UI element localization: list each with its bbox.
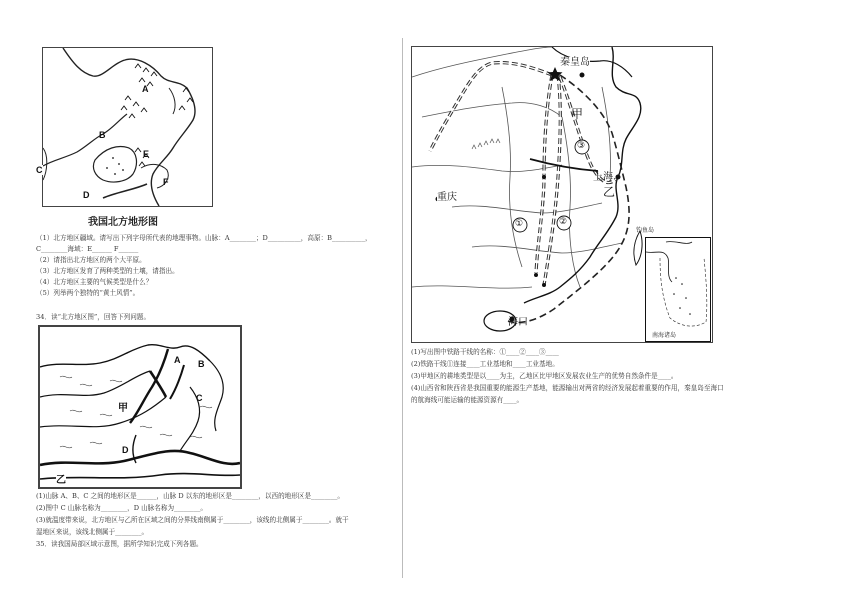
route-2-label: ② — [559, 217, 568, 227]
map1-label-f: F — [163, 177, 169, 187]
q34-line-3: (3)就温度带来说，北方地区与乙所在区域之间的分界线南侧属于________，该线的北侧属于________。就干 — [36, 516, 349, 524]
q35-line-4: (4)山西省和陕西省是我国重要的能源生产基地，能源输出对两省的经济发展起着重要的作用，秦皇岛至海口 — [411, 384, 724, 392]
map34-label-yi: 乙 — [56, 471, 66, 486]
map1-label-d: D — [83, 190, 90, 200]
north-terrain-map-drawing — [43, 48, 212, 206]
city-label-chongqing: 重庆 — [437, 192, 457, 203]
column-divider — [402, 38, 403, 578]
q35-line-3: (3)甲地区的耕地类型是以____为主，乙地区比甲地区发展农业生产的优势自然条件是____。 — [411, 372, 678, 380]
map1-caption: 我国北方地形图 — [88, 217, 158, 228]
china-regional-map — [411, 46, 713, 343]
map34-label-jia: 甲 — [118, 403, 128, 414]
south-china-sea-inset — [645, 237, 711, 342]
map34-label-d: D — [122, 445, 129, 455]
north-region-map — [38, 325, 242, 489]
q1-line-3: （2）请指出北方地区的两个大平原。 — [36, 256, 146, 264]
q1-line-4: （3）北方地区发育了两种类型的土壤，请指出。 — [36, 267, 179, 275]
city-label-shanghai: 上海 — [593, 172, 613, 183]
map1-label-c: C — [36, 165, 43, 175]
q34-line-4: 湿地区来说，该线北侧属于________。 — [36, 528, 149, 536]
map34-label-c: C — [196, 393, 203, 403]
map34-label-a: A — [174, 355, 181, 365]
region-label-yi: 乙 — [603, 185, 616, 199]
q34-line-2: (2)图中 C 山脉名称为________，D 山脉名称为________。 — [36, 504, 208, 512]
q1-line-6: （5）列举两个独特的“黄土风情”。 — [36, 289, 140, 297]
map34-label-b: B — [198, 359, 205, 369]
map1-label-b: B — [99, 130, 106, 140]
q1-line-2: C________海域：E______ F______ — [36, 245, 139, 253]
q34-line-1: (1)山脉 A、B、C 之间的地形区是______，山脉 D 以东的地形区是________，以西的地形区是________。 — [36, 492, 345, 500]
route-1-label: ① — [515, 219, 524, 229]
city-label-qinhuangdao: 秦皇岛 — [560, 57, 590, 68]
q35-line-1: (1)写出图中铁路干线的名称：①____②____③____ — [411, 348, 559, 356]
q35-title: 35．读我国局部区域示意图，据所学知识完成下列各题。 — [36, 540, 203, 548]
north-region-map-drawing — [40, 327, 240, 487]
q35-line-5: 的航海线可能运输的能源资源有____。 — [411, 396, 524, 404]
route-3-label: ③ — [577, 141, 586, 151]
region-label-jia: 甲 — [571, 107, 584, 121]
q35-line-2: (2)铁路干线①连接____工业基地和____工业基地。 — [411, 360, 559, 368]
north-terrain-map — [36, 47, 213, 207]
q34-title: 34．读“北方地区图”，回答下列问题。 — [36, 313, 151, 321]
inset-drawing — [646, 238, 710, 341]
q1-line-5: （4）北方地区主要的气候类型是什么？ — [36, 278, 153, 286]
map1-label-a: A — [142, 84, 149, 94]
inset-label-nanhai: 南海诸岛 — [652, 332, 677, 339]
city-label-haikou: 海口 — [508, 317, 528, 328]
inset-label-diaoyudao: 钓鱼岛 — [636, 227, 655, 234]
q1-line-1: （1）北方地区疆域。请写出下列字母所代表的地理事物。山脉：A________；D__________，高原：B__________， — [36, 234, 372, 242]
map1-label-e: E — [143, 149, 150, 159]
